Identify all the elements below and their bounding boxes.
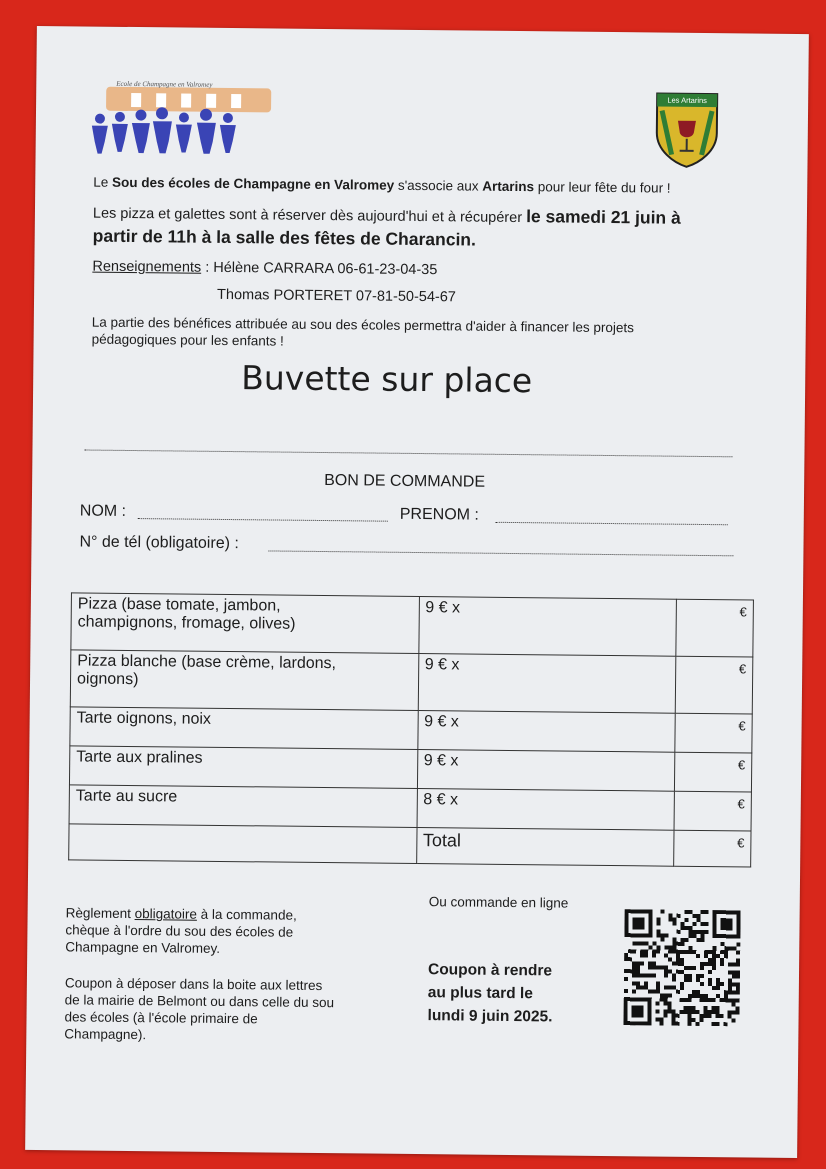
cut-line [84,450,732,458]
prenom-field[interactable] [496,522,728,525]
price-cell: 9 € x [417,711,675,753]
tel-field[interactable] [268,550,733,556]
prenom-label: PRENOM : [399,505,480,524]
obligatoire-word: obligatoire [134,906,198,922]
nom-label: NOM : [79,502,127,520]
benefits-line-1: La partie des bénéfices attribuée au sou des écoles permettra d'aider à financer les projets [91,314,635,336]
flyer-paper [25,26,809,1158]
item-cell: Pizza blanche (base crème, lardons, oignons) [70,650,418,711]
coupon-drop-info: Coupon à déposer dans la boite aux lettres de la mairie de Belmont ou dans celle du sou des écoles (à l'école primaire de Champagne). [64,975,335,1043]
item-cell: Pizza (base tomate, jambon, champignons, fromage, olives) [71,593,419,654]
item-cell: Tarte oignons, noix [70,707,418,750]
total-label: Total [416,828,674,867]
tel-label: N° de tél (obligatoire) : [79,533,239,553]
table-row [71,593,754,657]
item-cell: Tarte au sucre [69,785,417,828]
price-cell: 9 € x [418,597,676,657]
price-cell: 8 € x [417,789,675,831]
buvette-title: Buvette sur place [241,358,533,401]
amount-cell[interactable]: € [674,791,751,831]
event-date: le samedi 21 juin à [526,206,681,228]
order-form-title: BON DE COMMANDE [324,472,486,491]
artarins-name: Artarins [482,178,535,195]
school-logo-text: Ecole de Champagne en Valromey [116,79,213,89]
deadline-info: Coupon à rendre au plus tard le lundi 9 juin 2025. [427,961,553,1026]
table-row [70,650,753,714]
amount-cell[interactable]: € [675,752,752,792]
artarins-logo-text: Les Artarins [667,95,708,106]
intro-line-2: Les pizza et galettes sont à réserver dès aujourd'hui et à récupérer le samedi 21 juin à [92,205,681,228]
contact-line-1: Renseignements : Hélène CARRARA 06-61-23-04-35 [92,258,438,279]
amount-cell[interactable]: € [675,656,752,714]
qr-code-icon[interactable] [623,909,740,1026]
amount-cell[interactable]: € [675,713,752,753]
online-order-label: Ou commande en ligne [428,894,569,911]
nom-field[interactable] [138,518,388,522]
item-cell: Tarte aux pralines [69,746,417,789]
payment-info: Règlement obligatoire à la commande, chèque à l'ordre du sou des écoles de Champagne en Valromey. [65,905,297,956]
order-table [68,592,754,867]
school-logo [86,79,277,161]
artarins-shield-logo [653,90,720,169]
contact-thomas: Thomas PORTERET 07-81-50-54-67 [217,286,456,306]
contact-helene: Hélène CARRARA 06-61-23-04-35 [213,259,438,279]
event-place: partir de 11h à la salle des fêtes de Charancin. [92,225,477,250]
contacts-label: Renseignements [92,258,202,276]
total-amount-cell[interactable]: € [674,830,751,867]
price-cell: 9 € x [417,750,675,792]
empty-cell [69,824,417,864]
amount-cell[interactable]: € [676,599,753,657]
price-cell: 9 € x [418,654,676,714]
total-row [69,824,751,867]
intro-line-1: Le Sou des écoles de Champagne en Valromey s'associe aux Artarins pour leur fête du four ! [93,174,671,196]
sou-des-ecoles-name: Sou des écoles de Champagne en Valromey [111,174,395,193]
benefits-line-2: pédagogiques pour les enfants ! [91,331,284,349]
